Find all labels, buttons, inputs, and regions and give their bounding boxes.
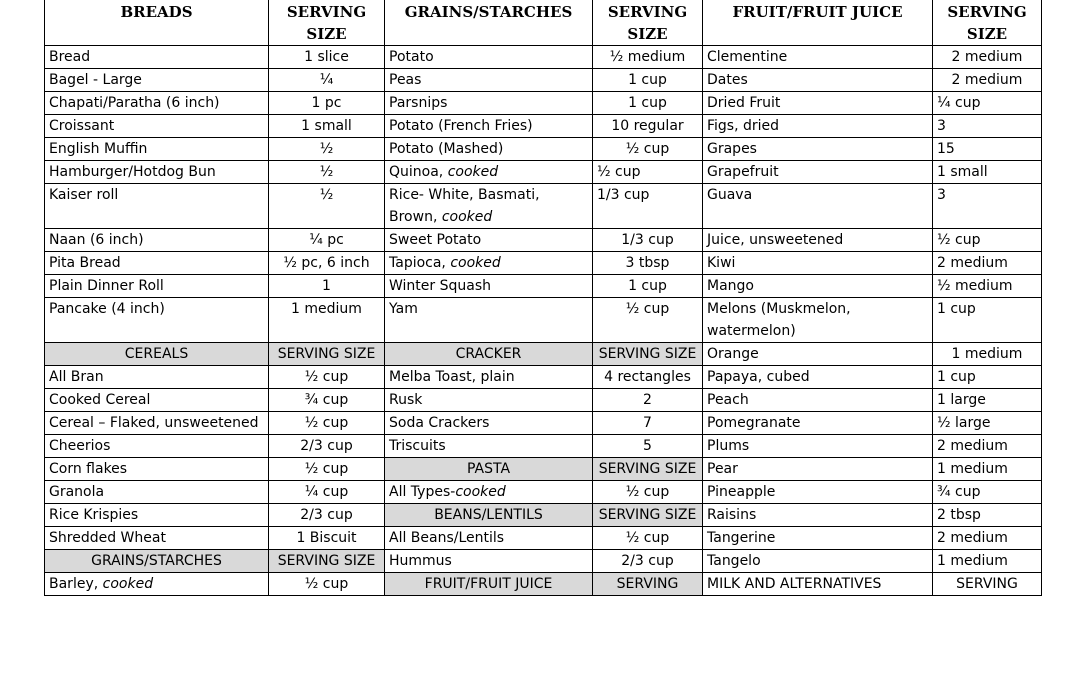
table-row — [45, 550, 1042, 573]
serving-size-cell: ½ cup — [593, 527, 703, 550]
serving-size-cell: 1 — [269, 275, 385, 298]
food-item-cell: Orange — [703, 343, 933, 366]
food-item-cell: Hummus — [385, 550, 593, 573]
food-item-cell: Figs, dried — [703, 115, 933, 138]
serving-size-cell: 3 — [933, 115, 1042, 138]
food-item-cell: Chapati/Paratha (6 inch) — [45, 92, 269, 115]
serving-size-cell: ½ cup — [269, 412, 385, 435]
food-item-cell: Grapefruit — [703, 161, 933, 184]
serving-size-cell: 2 tbsp — [933, 504, 1042, 527]
header-row — [45, 0, 1042, 46]
food-item-cell: Grapes — [703, 138, 933, 161]
serving-size-cell: 2/3 cup — [269, 435, 385, 458]
section-header-cell: FRUIT/FRUIT JUICE — [385, 573, 593, 596]
serving-size-cell: 1 cup — [593, 275, 703, 298]
serving-size-cell: ¾ cup — [269, 389, 385, 412]
food-item-cell: Quinoa, cooked — [385, 161, 593, 184]
food-item-cell: Yam — [385, 298, 593, 343]
serving-size-cell: 2 medium — [933, 435, 1042, 458]
table-row — [45, 229, 1042, 252]
food-item-cell: Tapioca, cooked — [385, 252, 593, 275]
serving-size-cell: 7 — [593, 412, 703, 435]
food-item-cell: Pineapple — [703, 481, 933, 504]
serving-size-cell: 5 — [593, 435, 703, 458]
section-header-cell: SERVING — [593, 573, 703, 596]
food-item-cell: Barley, cooked — [45, 573, 269, 596]
table-body — [45, 0, 1042, 596]
table-row — [45, 92, 1042, 115]
food-item-cell: Kiwi — [703, 252, 933, 275]
food-item-cell: Hamburger/Hotdog Bun — [45, 161, 269, 184]
food-item-cell: Rice- White, Basmati, Brown, cooked — [385, 184, 593, 229]
food-item-cell: Granola — [45, 481, 269, 504]
food-item-cell: Peach — [703, 389, 933, 412]
serving-size-cell: 3 — [933, 184, 1042, 229]
table-row — [45, 161, 1042, 184]
serving-size-cell: ½ large — [933, 412, 1042, 435]
serving-size-cell: 2/3 cup — [593, 550, 703, 573]
serving-size-cell: 1 Biscuit — [269, 527, 385, 550]
serving-size-cell: ½ cup — [269, 458, 385, 481]
serving-size-table — [44, 0, 1042, 596]
serving-size-cell: ½ cup — [269, 366, 385, 389]
section-header-cell: BEANS/LENTILS — [385, 504, 593, 527]
food-item-cell: Cooked Cereal — [45, 389, 269, 412]
food-item-cell: Cereal – Flaked, unsweetened — [45, 412, 269, 435]
food-item-cell: Plain Dinner Roll — [45, 275, 269, 298]
serving-size-cell: ¼ cup — [933, 92, 1042, 115]
table-row — [45, 435, 1042, 458]
food-item-cell: Pear — [703, 458, 933, 481]
food-item-cell: Pita Bread — [45, 252, 269, 275]
food-item-cell: Pancake (4 inch) — [45, 298, 269, 343]
food-item-cell: Tangerine — [703, 527, 933, 550]
food-item-cell: Papaya, cubed — [703, 366, 933, 389]
section-header-cell: CEREALS — [45, 343, 269, 366]
food-item-cell: Juice, unsweetened — [703, 229, 933, 252]
food-item-cell: All Bran — [45, 366, 269, 389]
table-row — [45, 252, 1042, 275]
section-header-cell: SERVING SIZE — [269, 550, 385, 573]
serving-size-cell: 1 cup — [933, 366, 1042, 389]
table-row — [45, 46, 1042, 69]
section-header-cell: SERVING SIZE — [593, 343, 703, 366]
serving-size-cell: ¼ cup — [269, 481, 385, 504]
food-item-cell: Potato — [385, 46, 593, 69]
serving-size-cell: ½ cup — [593, 161, 703, 184]
table-row — [45, 275, 1042, 298]
table-row — [45, 481, 1042, 504]
table-row — [45, 366, 1042, 389]
food-item-cell: Soda Crackers — [385, 412, 593, 435]
food-item-cell: Clementine — [703, 46, 933, 69]
serving-size-cell: ½ cup — [593, 138, 703, 161]
header-breads: BREADS — [45, 0, 269, 46]
serving-size-cell: ½ medium — [933, 275, 1042, 298]
food-item-cell: Croissant — [45, 115, 269, 138]
food-item-cell: Peas — [385, 69, 593, 92]
serving-size-cell: ½ cup — [593, 481, 703, 504]
food-item-cell: Mango — [703, 275, 933, 298]
serving-size-cell: 1 pc — [269, 92, 385, 115]
food-item-cell: All Beans/Lentils — [385, 527, 593, 550]
serving-size-cell: 3 tbsp — [593, 252, 703, 275]
serving-size-cell: 1 medium — [933, 343, 1042, 366]
serving-size-cell: 2 medium — [933, 46, 1042, 69]
food-item-cell: Triscuits — [385, 435, 593, 458]
serving-size-cell: 1/3 cup — [593, 184, 703, 229]
serving-size-cell: 4 rectangles — [593, 366, 703, 389]
header-serving-size: SERVING SIZE — [933, 0, 1042, 46]
serving-size-cell: 2 medium — [933, 69, 1042, 92]
serving-size-cell: 1 cup — [593, 69, 703, 92]
food-item-cell: MILK AND ALTERNATIVES — [703, 573, 933, 596]
serving-size-cell: 1 large — [933, 389, 1042, 412]
food-item-cell: Shredded Wheat — [45, 527, 269, 550]
food-item-cell: Parsnips — [385, 92, 593, 115]
food-item-cell: Melba Toast, plain — [385, 366, 593, 389]
food-item-cell: Raisins — [703, 504, 933, 527]
section-header-cell: GRAINS/STARCHES — [45, 550, 269, 573]
food-item-cell: Rice Krispies — [45, 504, 269, 527]
food-item-cell: Tangelo — [703, 550, 933, 573]
food-item-cell: Kaiser roll — [45, 184, 269, 229]
section-header-cell: SERVING SIZE — [593, 504, 703, 527]
table-row — [45, 527, 1042, 550]
food-item-cell: Dates — [703, 69, 933, 92]
table-row — [45, 458, 1042, 481]
table-row — [45, 343, 1042, 366]
food-item-cell: Guava — [703, 184, 933, 229]
food-item-cell: Rusk — [385, 389, 593, 412]
food-item-cell: Bagel - Large — [45, 69, 269, 92]
table-row — [45, 138, 1042, 161]
header-grains-starches: GRAINS/STARCHES — [385, 0, 593, 46]
table-row — [45, 412, 1042, 435]
table-row — [45, 115, 1042, 138]
serving-size-cell: ½ — [269, 184, 385, 229]
serving-size-cell: ½ pc, 6 inch — [269, 252, 385, 275]
section-header-cell: PASTA — [385, 458, 593, 481]
header-fruit-juice: FRUIT/FRUIT JUICE — [703, 0, 933, 46]
table-row — [45, 389, 1042, 412]
serving-size-cell: 2 medium — [933, 527, 1042, 550]
food-item-cell: English Muffin — [45, 138, 269, 161]
food-item-cell: Cheerios — [45, 435, 269, 458]
table-row — [45, 298, 1042, 343]
food-item-cell: Naan (6 inch) — [45, 229, 269, 252]
food-item-cell: All Types-cooked — [385, 481, 593, 504]
serving-size-cell: ½ — [269, 161, 385, 184]
section-header-cell: CRACKER — [385, 343, 593, 366]
food-item-cell: Winter Squash — [385, 275, 593, 298]
serving-size-cell: ¼ — [269, 69, 385, 92]
food-item-cell: Plums — [703, 435, 933, 458]
food-item-cell: Potato (Mashed) — [385, 138, 593, 161]
food-item-cell: Melons (Muskmelon, watermelon) — [703, 298, 933, 343]
serving-size-cell: ½ — [269, 138, 385, 161]
serving-size-cell: 1 cup — [593, 92, 703, 115]
serving-size-cell: ¼ pc — [269, 229, 385, 252]
serving-size-cell: 1 small — [933, 161, 1042, 184]
serving-size-cell: 2 — [593, 389, 703, 412]
table-row — [45, 69, 1042, 92]
food-item-cell: Corn flakes — [45, 458, 269, 481]
serving-size-cell: 10 regular — [593, 115, 703, 138]
table-row — [45, 184, 1042, 229]
serving-size-cell: ½ medium — [593, 46, 703, 69]
serving-size-cell: 1 slice — [269, 46, 385, 69]
serving-size-cell: 2/3 cup — [269, 504, 385, 527]
table-row — [45, 573, 1042, 596]
serving-size-cell: 1 cup — [933, 298, 1042, 343]
food-item-cell: Potato (French Fries) — [385, 115, 593, 138]
food-item-cell: Pomegranate — [703, 412, 933, 435]
food-item-cell: Bread — [45, 46, 269, 69]
header-serving-size: SERVING SIZE — [593, 0, 703, 46]
serving-size-cell: ½ cup — [269, 573, 385, 596]
serving-size-cell: SERVING — [933, 573, 1042, 596]
food-item-cell: Dried Fruit — [703, 92, 933, 115]
section-header-cell: SERVING SIZE — [593, 458, 703, 481]
serving-size-cell: ½ cup — [593, 298, 703, 343]
table-row — [45, 504, 1042, 527]
serving-size-cell: 2 medium — [933, 252, 1042, 275]
serving-size-cell: 1/3 cup — [593, 229, 703, 252]
header-serving-size: SERVING SIZE — [269, 0, 385, 46]
serving-size-cell: 15 — [933, 138, 1042, 161]
serving-size-cell: ½ cup — [933, 229, 1042, 252]
food-item-cell: Sweet Potato — [385, 229, 593, 252]
serving-size-cell: 1 medium — [933, 458, 1042, 481]
section-header-cell: SERVING SIZE — [269, 343, 385, 366]
serving-size-cell: 1 small — [269, 115, 385, 138]
serving-size-cell: 1 medium — [269, 298, 385, 343]
serving-size-cell: 1 medium — [933, 550, 1042, 573]
serving-size-cell: ¾ cup — [933, 481, 1042, 504]
